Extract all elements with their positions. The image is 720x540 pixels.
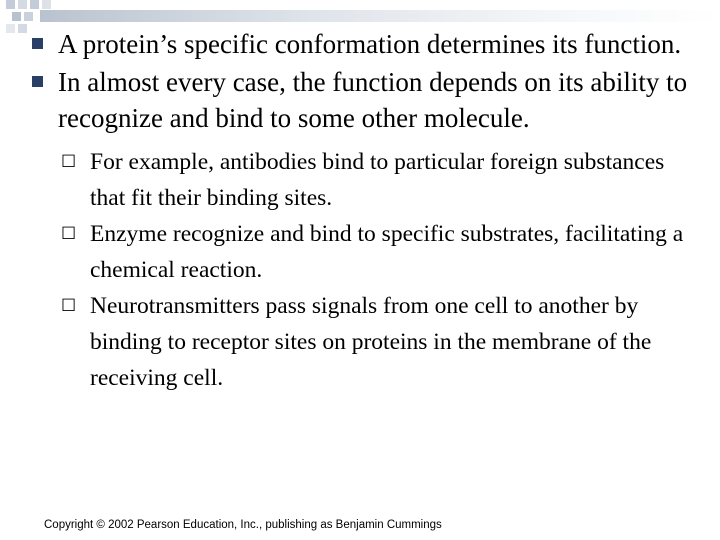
sub-bullet-text: For example, antibodies bind to particular foreign substances that fit their binding sites. (90, 149, 665, 211)
bullet-text: In almost every case, the function depends on its ability to recognize and bind to some other molecule. (58, 67, 688, 133)
title-band (40, 10, 720, 22)
bullet-item (28, 64, 698, 136)
sub-bullet-text: Enzyme recognize and bind to specific substrates, facilitating a chemical reaction. (90, 221, 684, 283)
square-bullet-icon (32, 76, 43, 87)
square-bullet-icon (32, 38, 43, 49)
sub-bullet-item (58, 144, 698, 216)
checkbox-bullet-icon: ☐ (61, 152, 77, 172)
sub-bullet-item (58, 216, 698, 288)
sub-bullet-item (58, 288, 698, 396)
checkbox-bullet-icon: ☐ (61, 296, 77, 316)
slide-body (28, 26, 698, 396)
sub-bullet-list (58, 144, 698, 396)
bullet-item (28, 26, 698, 62)
copyright-footer: Copyright © 2002 Pearson Education, Inc., publishing as Benjamin Cummings (44, 519, 442, 531)
bullet-text: A protein’s specific conformation determines its function. (58, 29, 682, 59)
checkbox-bullet-icon: ☐ (61, 224, 77, 244)
sub-bullet-text: Neurotransmitters pass signals from one cell to another by binding to receptor sites on proteins in the membrane of the receiving cell. (90, 293, 652, 391)
